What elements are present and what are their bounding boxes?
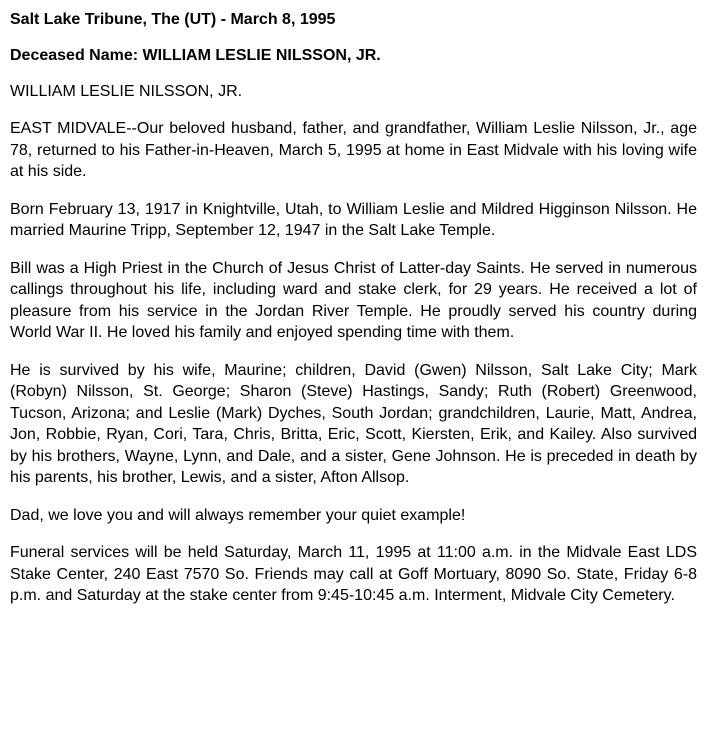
source-heading: Salt Lake Tribune, The (UT) - March 8, 1995 bbox=[10, 11, 336, 28]
deceased-name-heading: Deceased Name: WILLIAM LESLIE NILSSON, JR. bbox=[10, 47, 381, 64]
paragraph-funeral-details: Funeral services will be held Saturday, March 11, 1995 at 11:00 a.m. in the Midvale East LDS Stake Center, 240 East 7570 So. Friends may call at Goff Mortuary, 8090 So. State, Friday 6-8 p.m. and Saturday at the stake center from 9:45-10:45 a.m. Interment, Midvale City Cemetery. bbox=[10, 544, 697, 604]
paragraph-service: Bill was a High Priest in the Church of Jesus Christ of Latter-day Saints. He served in numerous callings throughout his life, including ward and stake clerk, for 29 years. He received a lot of pleasure from his service in the Jordan River Temple. He proudly served his country during World War II. He loved his family and enjoyed spending time with them. bbox=[10, 259, 697, 341]
paragraph-tribute: Dad, we love you and will always remember your quiet example! bbox=[10, 506, 466, 524]
paragraph-survivors: He is survived by his wife, Maurine; children, David (Gwen) Nilsson, Salt Lake City; Mark (Robyn) Nilsson, St. George; Sharon (Steve) Hastings, Sandy; Ruth (Robert) Greenwood, Tucson, Arizona; and Leslie (Mark) Dyches, South Jordan; grandchildren, Laurie, Matt, Andrea, Jon, Robbie, Ryan, Cori, Tara, Chris, Britta, Eric, Scott, Kiersten, Erik, and Kailey. Also survived by his brothers, Wayne, Lynn, and Dale, and a sister, Gene Johnson. He is preceded in death by his parents, his brother, Lewis, and a sister, Afton Allsop. bbox=[10, 361, 697, 486]
paragraph-announcement: EAST MIDVALE--Our beloved husband, father, and grandfather, William Leslie Nilsson, Jr., age 78, returned to his Father-in-Heaven, March 5, 1995 at home in East Midvale with his loving wife at his side. bbox=[10, 120, 697, 180]
paragraph-birth: Born February 13, 1917 in Knightville, Utah, to William Leslie and Mildred Higginson Nilsson. He married Maurine Tripp, September 12, 1947 in the Salt Lake Temple. bbox=[10, 200, 697, 239]
obituary-name-line: WILLIAM LESLIE NILSSON, JR. bbox=[10, 83, 243, 100]
